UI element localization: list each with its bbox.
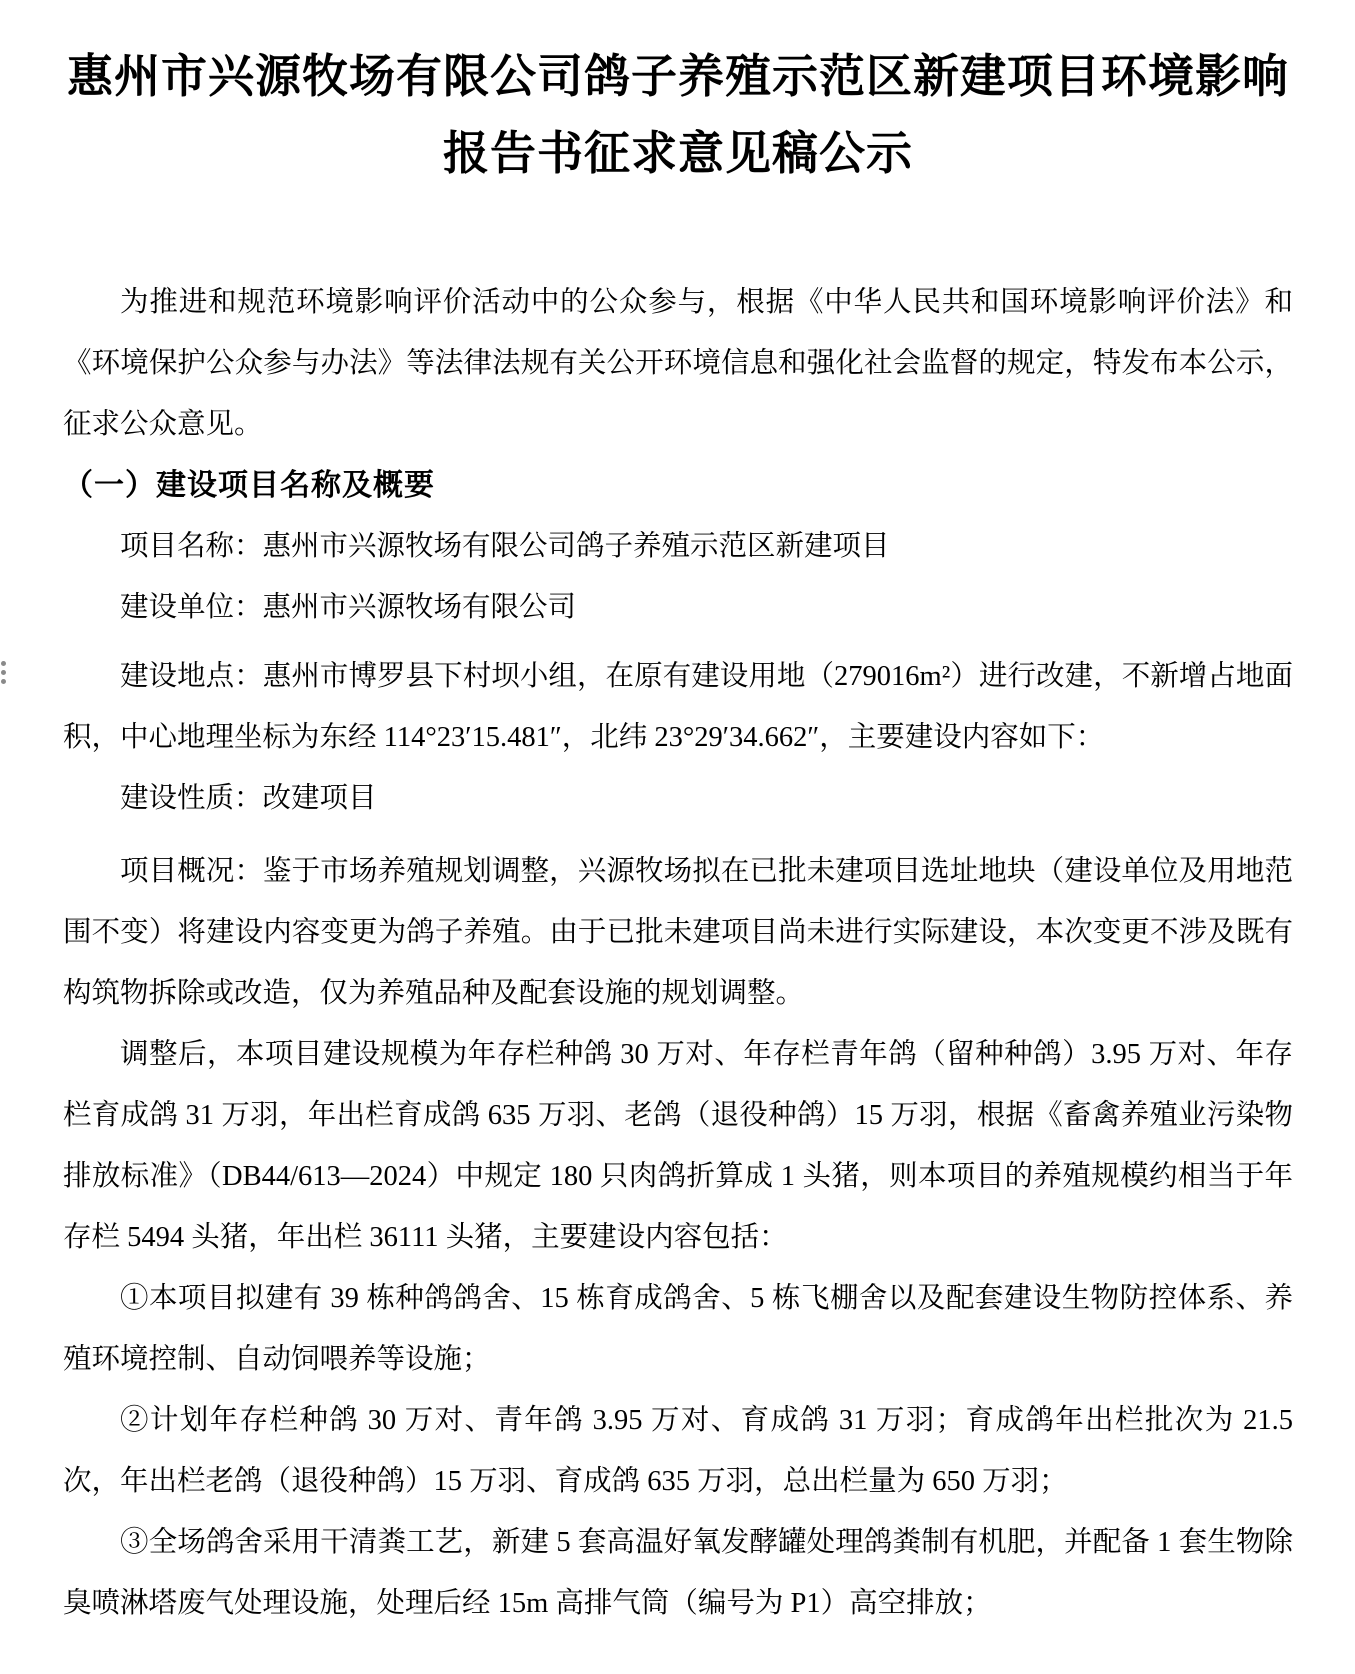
dot — [1, 670, 6, 675]
project-name-line: 项目名称：惠州市兴源牧场有限公司鸽子养殖示范区新建项目 — [120, 531, 890, 562]
title-line-2: 报告书征求意见稿公示 — [443, 127, 913, 179]
construction-item-3: ③全场鸽舍采用干清粪工艺，新建 5 套高温好氧发酵罐处理鸽粪制有机肥，并配备 1 套生物除臭喷淋塔废气处理设施，处理后经 15m 高排气筒（编号为 P1）高空排放； — [63, 1527, 1293, 1619]
construction-item-1: ①本项目拟建有 39 栋种鸽鸽舍、15 栋育成鸽舍、5 栋飞棚舍以及配套建设生物防控体系、养殖环境控制、自动饲喂养等设施； — [63, 1283, 1293, 1375]
location-paragraph: 建设地点：惠州市博罗县下村坝小组，在原有建设用地（279016m²）进行改建，不新增占地面积，中心地理坐标为东经 114°23′15.481″，北纬 23°29′34.662″，主要建设内容如下： — [63, 661, 1293, 753]
vertical-dots-icon[interactable] — [1, 661, 6, 684]
dot — [1, 661, 6, 666]
project-scale-paragraph: 调整后，本项目建设规模为年存栏种鸽 30 万对、年存栏青年鸽（留种种鸽）3.95 万对、年存栏育成鸽 31 万羽，年出栏育成鸽 635 万羽、老鸽（退役种鸽）15 万羽，根据《畜禽养殖业污染物排放标准》（DB44/613—2024）中规定 180 只肉鸽折算成 1 头猪，则本项目的养殖规模约相当于年存栏 5494 头猪，年出栏 36111 头猪，主要建设内容包括： — [63, 1039, 1293, 1253]
construction-nature-line: 建设性质：改建项目 — [120, 783, 377, 814]
dot — [1, 679, 6, 684]
intro-paragraph: 为推进和规范环境影响评价活动中的公众参与，根据《中华人民共和国环境影响评价法》和《环境保护公众参与办法》等法律法规有关公开环境信息和强化社会监督的规定，特发布本公示，征求公众意见。 — [63, 287, 1293, 440]
document-title — [63, 0, 1293, 192]
section-heading-1: （一）建设项目名称及概要 — [63, 469, 435, 502]
title-line-1: 惠州市兴源牧场有限公司鸽子养殖示范区新建项目环境影响 — [67, 50, 1289, 102]
construction-unit-line: 建设单位：惠州市兴源牧场有限公司 — [120, 592, 577, 623]
project-overview-paragraph: 项目概况：鉴于市场养殖规划调整，兴源牧场拟在已批未建项目选址地块（建设单位及用地范围不变）将建设内容变更为鸽子养殖。由于已批未建项目尚未进行实际建设，本次变更不涉及既有构筑物拆除或改造，仅为养殖品种及配套设施的规划调整。 — [63, 856, 1293, 1009]
construction-item-2: ②计划年存栏种鸽 30 万对、青年鸽 3.95 万对、育成鸽 31 万羽；育成鸽年出栏批次为 21.5 次，年出栏老鸽（退役种鸽）15 万羽、育成鸽 635 万羽，总出栏量为 650 万羽； — [63, 1405, 1293, 1497]
